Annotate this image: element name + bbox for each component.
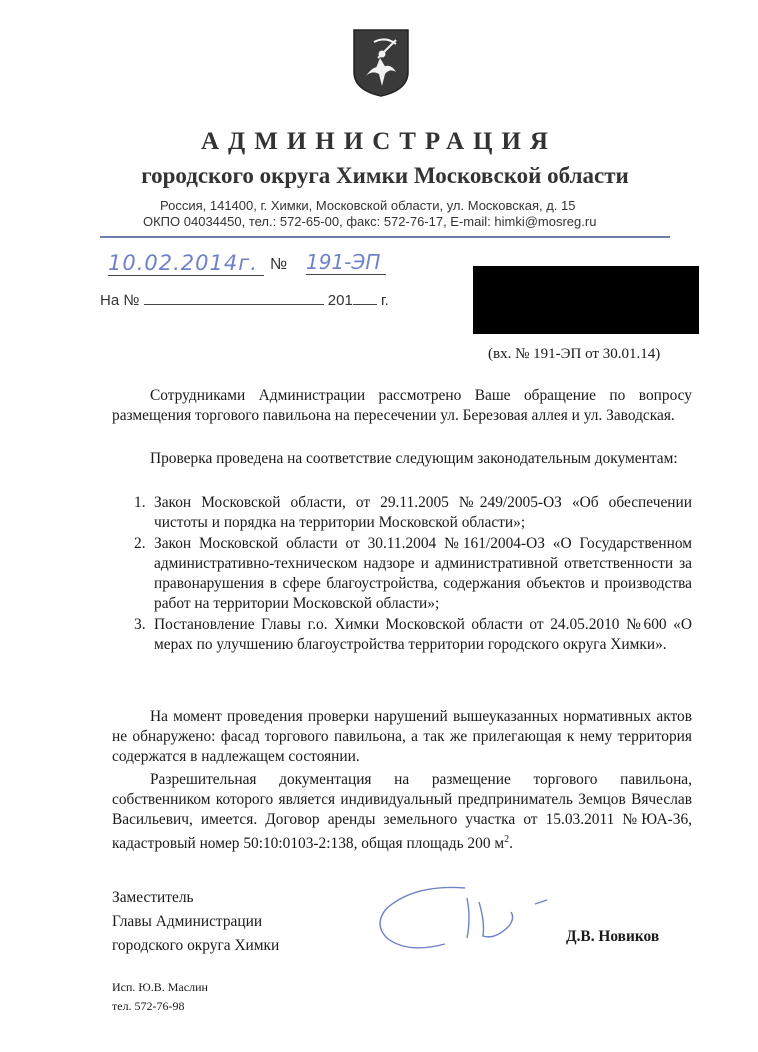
reply-to-year-suffix: г. — [380, 292, 389, 309]
list-item-number: 3. — [134, 616, 146, 633]
paragraph-intro: Сотрудниками Администрации рассмотрено Ваше обращение по вопросу размещения торгового павильона на пересечении ул. Березовая аллея и ул. Заводская. — [112, 387, 692, 424]
list-item-text: Постановление Главы г.о. Химки Московской области от 24.05.2010 №600 «О мерах по улучшению благоустройства территории городского округа Химки». — [154, 616, 692, 653]
executor-info — [112, 978, 208, 1016]
list-item-text: Закон Московской области от 30.11.2004 №161/2004-ОЗ «О Государственном административно-техническом надзоре и административной ответственности за правонарушения в сфере благоустройства, содержания объектов и производства работ на территории Московской области»; — [154, 535, 692, 612]
organization-subtitle: городского округа Химки Московской области — [141, 163, 629, 188]
reply-to-number-blank — [144, 290, 324, 305]
paragraph-check: Проверка проведена на соответствие следующим законодательным документам: — [150, 450, 678, 467]
signatory-position — [112, 886, 279, 958]
list-item — [134, 615, 692, 655]
contacts-line: ОКПО 04034450, тел.: 572-65-00, факс: 572-76-17, E-mail: himki@mosreg.ru — [143, 214, 597, 229]
coat-of-arms-emblem — [352, 28, 410, 98]
list-item-number: 2. — [134, 535, 146, 552]
paragraph-permits — [112, 770, 692, 854]
area-exponent: 2 — [504, 834, 510, 845]
list-item-text: Закон Московской области, от 29.11.2005 №249/2005-ОЗ «Об обеспечении чистоты и порядка на территории Московской области»; — [154, 494, 692, 531]
executor-name: Исп. Ю.В. Маслин — [112, 980, 208, 994]
list-item-number: 1. — [134, 494, 146, 511]
reply-to-label: На № — [100, 292, 140, 309]
signatory-name: Д.В. Новиков — [566, 928, 660, 945]
address-line: Россия, 141400, г. Химки, Московской области, ул. Московская, д. 15 — [160, 198, 576, 213]
position-line: Заместитель — [112, 889, 194, 906]
reply-to-line — [100, 290, 389, 309]
position-line: городского округа Химки — [112, 937, 280, 954]
executor-phone: тел. 572-76-98 — [112, 999, 185, 1013]
legislation-list — [134, 493, 692, 656]
handwritten-signature — [375, 878, 555, 958]
handwritten-number: 191-ЭП — [306, 250, 386, 275]
organization-title: АДМИНИСТРАЦИЯ — [201, 128, 557, 155]
reply-to-year-blank — [353, 290, 377, 305]
number-label: № — [270, 256, 288, 273]
paragraph-result: На момент проведения проверки нарушений вышеуказанных нормативных актов не обнаружено: фасад торгового павильона, а так же прилегающая к нему территория содержатся в надлежащем состоянии. — [112, 708, 692, 765]
permits-text: Разрешительная документация на размещение торгового павильона, собственником которого является индивидуальный предприниматель Земцов Вячеслав Васильевич, имеется. Договор аренды земельного участка от 15.03.2011 №ЮА-36, кадастровый номер 50:10:0103-2:138, общая площадь 200 м — [112, 771, 692, 853]
position-line: Главы Администрации — [112, 913, 263, 930]
incoming-reference: (вх. № 191-ЭП от 30.01.14) — [488, 346, 661, 362]
reply-to-year: 201 — [327, 292, 353, 309]
permits-end: . — [509, 835, 513, 853]
handwritten-date: 10.02.2014г. — [108, 251, 264, 276]
list-item — [134, 493, 692, 533]
redacted-recipient — [473, 266, 699, 334]
list-item — [134, 534, 692, 614]
header-divider — [100, 236, 670, 238]
